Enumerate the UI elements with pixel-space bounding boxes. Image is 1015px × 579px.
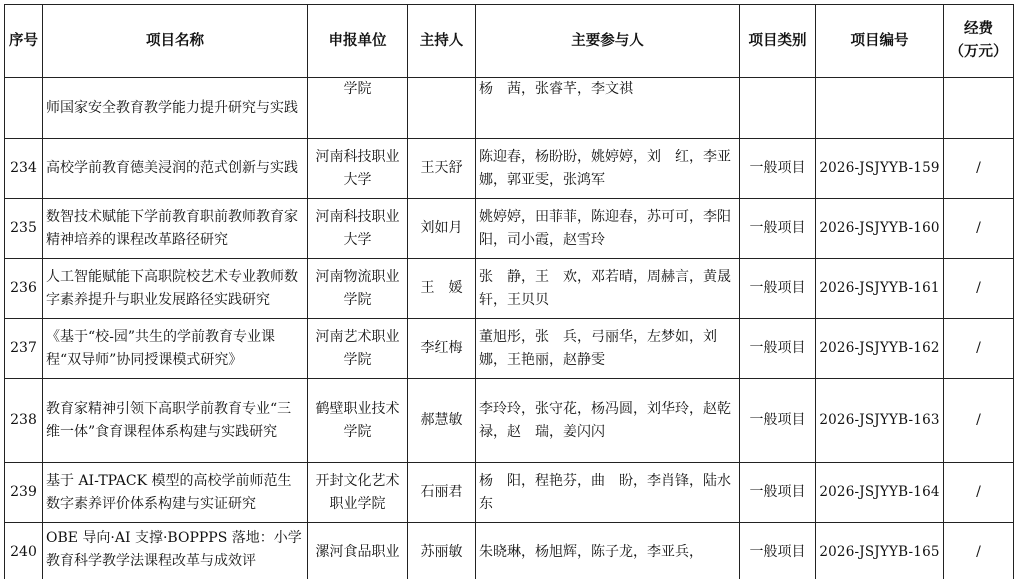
cell-fund: / [944, 379, 1014, 463]
cell-members [476, 199, 740, 259]
cell-unit: 学院 [308, 78, 408, 139]
cell-code: 2026-JSJYYB-161 [816, 259, 944, 319]
cell-name [43, 523, 308, 579]
cell-unit: 河南物流职业学院 [308, 259, 408, 319]
cell-no: 238 [5, 379, 43, 463]
cell-type: 一般项目 [740, 523, 816, 579]
project-name: 高校学前教育德美浸润的范式创新与实践 [46, 160, 298, 176]
project-name: 教育家精神引领下高职学前教育专业“三维一体”食育课程体系构建与实践研究 [46, 400, 292, 440]
table-row [5, 139, 1014, 199]
cell-host: 苏丽敏 [408, 523, 476, 579]
header-type: 项目类别 [740, 5, 816, 78]
cell-fund: / [944, 139, 1014, 199]
cell-unit: 鹤壁职业技术学院 [308, 379, 408, 463]
cell-type: 一般项目 [740, 319, 816, 379]
cell-host: 郝慧敏 [408, 379, 476, 463]
cell-fund [944, 78, 1014, 139]
project-name: 数智技术赋能下学前教育职前教师教育家精神培养的课程改革路径研究 [46, 208, 298, 248]
cell-name [43, 259, 308, 319]
cell-type: 一般项目 [740, 199, 816, 259]
members-text: 杨 茜，张睿芊，李文祺 [479, 81, 633, 97]
members-text: 李玲玲，张守花，杨冯圆，刘华玲，赵乾禄，赵 瑞，姜闪闪 [479, 400, 731, 440]
cell-name [43, 78, 308, 139]
header-no: 序号 [5, 5, 43, 78]
header-row [5, 5, 1014, 78]
table-row [5, 319, 1014, 379]
members-text: 朱晓琳，杨旭辉，陈子龙，李亚兵， [479, 544, 703, 560]
cell-fund: / [944, 259, 1014, 319]
cell-no: 237 [5, 319, 43, 379]
header-fund-line2: （万元） [949, 44, 1008, 60]
cell-code: 2026-JSJYYB-165 [816, 523, 944, 579]
table-row [5, 523, 1014, 579]
project-name: 《基于“校-园”共生的学前教育专业课程“双导师”协同授课模式研究》 [46, 328, 276, 368]
cell-host [408, 78, 476, 139]
project-name: OBE 导向·AI 支撑·BOPPPS 落地：小学教育科学教学法课程改革与成效评 [46, 530, 302, 569]
cell-code: 2026-JSJYYB-162 [816, 319, 944, 379]
cell-host: 石丽君 [408, 463, 476, 523]
cell-unit: 河南科技职业大学 [308, 139, 408, 199]
cell-name [43, 139, 308, 199]
cell-members [476, 523, 740, 579]
members-text: 董旭彤，张 兵，弓丽华，左梦如，刘 娜，王艳丽，赵静雯 [479, 328, 731, 368]
cell-host: 刘如月 [408, 199, 476, 259]
table-row [5, 78, 1014, 139]
cell-code: 2026-JSJYYB-160 [816, 199, 944, 259]
cell-fund: / [944, 463, 1014, 523]
header-members: 主要参与人 [476, 5, 740, 78]
cell-unit: 漯河食品职业 [308, 523, 408, 579]
cell-no: 234 [5, 139, 43, 199]
header-code: 项目编号 [816, 5, 944, 78]
cell-type: 一般项目 [740, 259, 816, 319]
members-text: 杨 阳，程艳芬，曲 盼，李肖锋，陆水东 [479, 472, 731, 512]
cell-name [43, 463, 308, 523]
cell-code: 2026-JSJYYB-164 [816, 463, 944, 523]
header-host: 主持人 [408, 5, 476, 78]
cell-unit: 开封文化艺术职业学院 [308, 463, 408, 523]
project-table [4, 4, 1014, 579]
cell-no: 240 [5, 523, 43, 579]
header-name: 项目名称 [43, 5, 308, 78]
cell-members [476, 139, 740, 199]
cell-members [476, 78, 740, 139]
cell-unit: 河南科技职业大学 [308, 199, 408, 259]
cell-no [5, 78, 43, 139]
cell-no: 239 [5, 463, 43, 523]
project-name: 基于 AI-TPACK 模型的高校学前师范生数字素养评价体系构建与实证研究 [46, 472, 292, 512]
cell-no: 236 [5, 259, 43, 319]
cell-name [43, 379, 308, 463]
table-row [5, 379, 1014, 463]
cell-host: 王 媛 [408, 259, 476, 319]
cell-name [43, 199, 308, 259]
header-fund [944, 5, 1014, 78]
cell-host: 王天舒 [408, 139, 476, 199]
cell-code: 2026-JSJYYB-163 [816, 379, 944, 463]
table-row [5, 199, 1014, 259]
cell-type: 一般项目 [740, 463, 816, 523]
cell-type: 一般项目 [740, 139, 816, 199]
table-row [5, 259, 1014, 319]
members-text: 张 静，王 欢，邓若晴，周赫言，黄晟轩，王贝贝 [479, 268, 731, 308]
cell-code [816, 78, 944, 139]
cell-fund: / [944, 199, 1014, 259]
project-name: 师国家安全教育教学能力提升研究与实践 [46, 99, 298, 116]
cell-fund: / [944, 319, 1014, 379]
cell-members [476, 259, 740, 319]
cell-code: 2026-JSJYYB-159 [816, 139, 944, 199]
members-text: 姚婷婷，田菲菲，陈迎春，苏可可，李阳阳，司小霞，赵雪玲 [479, 208, 731, 248]
header-fund-line1: 经费 [964, 21, 993, 37]
cell-host: 李红梅 [408, 319, 476, 379]
project-name: 人工智能赋能下高职院校艺术专业教师数字素养提升与职业发展路径实践研究 [46, 268, 298, 308]
members-text: 陈迎春，杨盼盼，姚婷婷，刘 红，李亚娜，郭亚雯，张鸿军 [479, 148, 731, 188]
cell-fund: / [944, 523, 1014, 579]
table-row [5, 463, 1014, 523]
cell-members [476, 463, 740, 523]
cell-unit: 河南艺术职业学院 [308, 319, 408, 379]
header-unit: 申报单位 [308, 5, 408, 78]
cell-no: 235 [5, 199, 43, 259]
cell-type: 一般项目 [740, 379, 816, 463]
cell-type [740, 78, 816, 139]
cell-members [476, 379, 740, 463]
cell-name [43, 319, 308, 379]
cell-members [476, 319, 740, 379]
